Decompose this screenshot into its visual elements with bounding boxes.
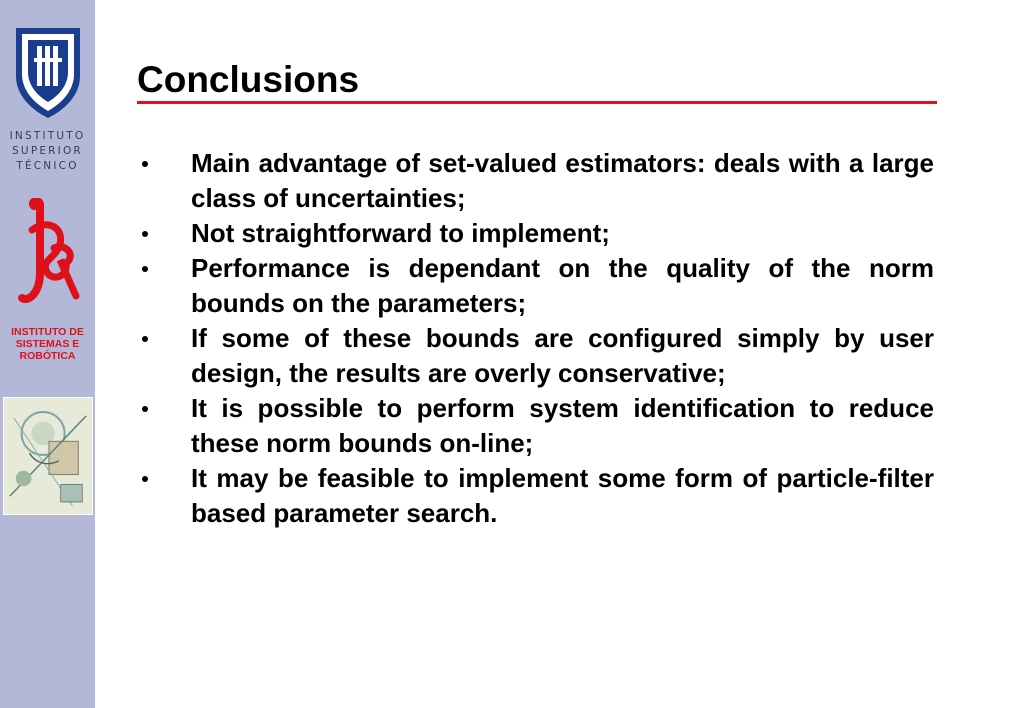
slide-title: Conclusions [137,59,360,100]
list-item-text: Main advantage of set-valued estimators: deals with a large class of uncertainties; [191,148,934,213]
isr-name-line: SISTEMAS E [15,338,80,350]
isr-name-line: ROBÓTICA [19,350,76,362]
list-item [140,216,934,251]
ist-name-line: SUPERIOR [12,145,83,157]
list-item-text: If some of these bounds are configured simply by user design, the results are overly conservative; [191,323,934,388]
ist-name-line: INSTITUTO [9,130,86,142]
title-underline [137,101,937,104]
ist-name [0,129,95,174]
bullet-icon [142,406,148,412]
bullet-icon [142,266,148,272]
isr-name [0,326,95,362]
list-item [140,146,934,216]
ist-logo [12,24,84,120]
list-item-text: It is possible to perform system identification to reduce these norm bounds on-line; [191,393,934,458]
bullet-icon [142,336,148,342]
list-item [140,251,934,321]
list-item [140,391,934,461]
conclusions-list [140,146,934,531]
list-item [140,461,934,531]
ist-name-line: TÉCNICO [16,160,79,172]
list-item-text: Not straightforward to implement; [191,218,610,248]
isr-name-line: INSTITUTO DE [11,326,84,338]
list-item-text: Performance is dependant on the quality of the norm bounds on the parameters; [191,253,934,318]
bullet-icon [142,161,148,167]
list-item [140,321,934,391]
list-item-text: It may be feasible to implement some form of particle-filter based parameter search. [191,463,934,528]
sidebar [0,0,95,708]
abstract-painting-image [3,397,93,515]
bullet-icon [142,476,148,482]
bullet-icon [142,231,148,237]
isr-logo [18,198,82,306]
